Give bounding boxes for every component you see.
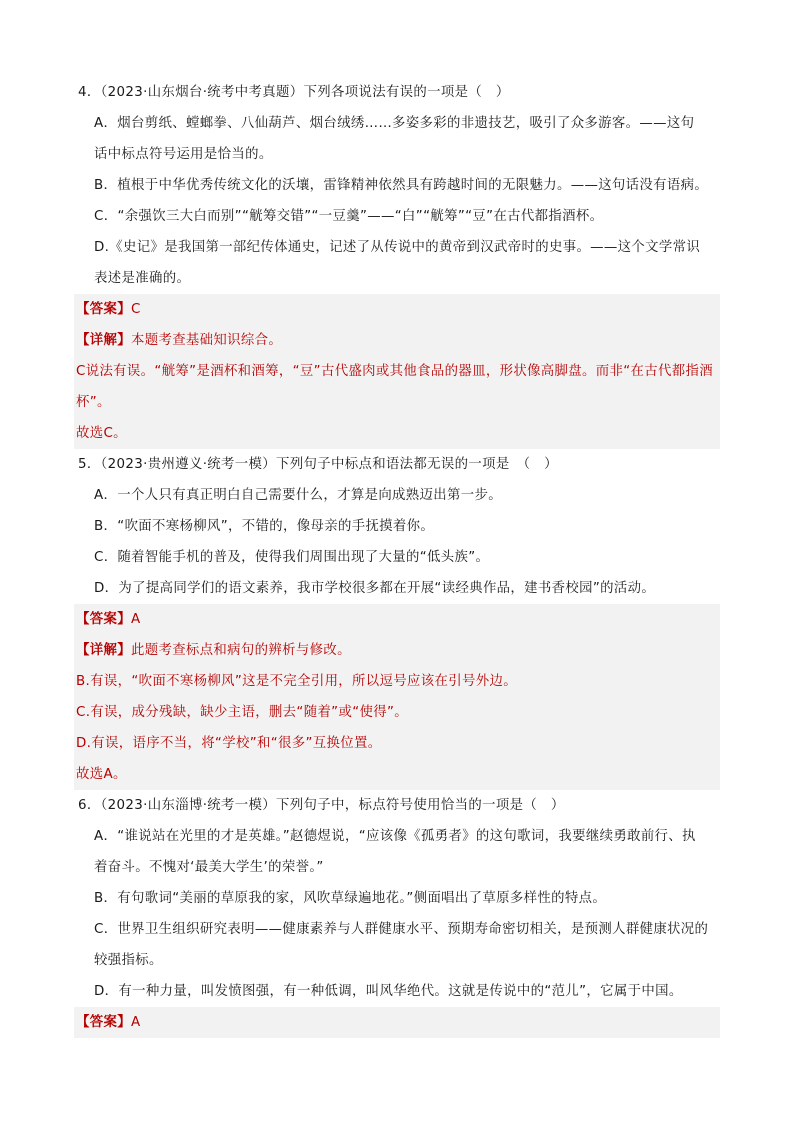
q4-option-a-cont: 话中标点符号运用是恰当的。 (94, 147, 273, 162)
q4-answer: C (130, 302, 141, 317)
answer-tag: 【答案】 (76, 612, 131, 627)
answer-tag: 【答案】 (76, 1015, 131, 1030)
q4-explain-line: 杯”。 (74, 387, 720, 418)
q5-explain-line: D.有误，语序不当，将“学校”和“很多”互换位置。 (74, 728, 720, 759)
q6-option-a-cont: 着奋斗。不愧对‘最美大学生’的荣誉。” (94, 860, 324, 875)
answer-tag: 【答案】 (76, 302, 131, 317)
q6-answer-row (74, 1007, 720, 1038)
q6-option-d: D．有一种力量，叫发愤图强，有一种低调，叫风华绝代。这就是传说中的“范儿”，它属于中国。 (94, 984, 683, 999)
q5-answer-row (74, 604, 720, 635)
q5-answer: A (130, 612, 141, 627)
q5-detail: 此题考查标点和病句的辨析与修改。 (130, 643, 351, 658)
q4-detail: 本题考查基础知识综合。 (130, 333, 283, 348)
content-area (74, 77, 720, 1038)
q6-option-b: B．有句歌词“美丽的草原我的家，风吹草绿遍地花。”侧面唱出了草原多样性的特点。 (94, 891, 607, 906)
q4-stem: 4．（2023·山东烟台·统考中考真题）下列各项说法有误的一项是（ ） (78, 85, 510, 100)
q4-answer-row (74, 294, 720, 325)
q6-option-a: A．“谁说站在光里的才是英雄。”赵德煜说，“应该像《孤勇者》的这句歌词，我要继续勇敢前行、执 (94, 829, 696, 844)
q5-stem: 5．（2023·贵州遵义·统考一模）下列句子中标点和语法都无误的一项是 （ ） (78, 457, 558, 472)
detail-tag: 【详解】 (76, 333, 131, 348)
q4-detail-row (74, 325, 720, 356)
q6-option-c-cont: 较强指标。 (94, 953, 163, 968)
q5-option-d: D．为了提高同学们的语文素养，我市学校很多都在开展“读经典作品，建书香校园”的活动。 (94, 581, 656, 596)
q5-detail-row (74, 635, 720, 666)
q4-explain-line: C说法有误。“觥筹”是酒杯和酒筹，“豆”古代盛肉或其他食品的器皿，形状像高脚盘。而非“在古代都指酒 (74, 356, 720, 387)
q5-explain-line: B.有误，“吹面不寒杨柳风”这是不完全引用，所以逗号应该在引号外边。 (74, 666, 720, 697)
q4-option-d: D.《史记》是我国第一部纪传体通史，记述了从传说中的黄帝到汉武帝时的史事。——这个文学常识 (94, 240, 701, 255)
q5-explain-line: C.有误，成分残缺，缺少主语，删去“随着”或“使得”。 (74, 697, 720, 728)
q6-stem: 6．（2023·山东淄博·统考一模）下列句子中，标点符号使用恰当的一项是（ ） (78, 798, 565, 813)
q5-option-a: A．一个人只有真正明白自己需要什么，才算是向成熟迈出第一步。 (94, 488, 502, 503)
detail-tag: 【详解】 (76, 643, 131, 658)
q4-option-c: C．“余强饮三大白而别”“觥筹交错”“一豆羹”——“白”“觥筹”“豆”在古代都指酒杯。 (94, 209, 604, 224)
q6-answer: A (130, 1015, 141, 1030)
q4-conclusion: 故选C。 (74, 418, 720, 449)
q5-option-c: C．随着智能手机的普及，使得我们周围出现了大量的“低头族”。 (94, 550, 490, 565)
q5-conclusion: 故选A。 (74, 759, 720, 790)
q6-option-c: C．世界卫生组织研究表明——健康素养与人群健康水平、预期寿命密切相关，是预测人群健康状况的 (94, 922, 709, 937)
q5-option-b: B．“吹面不寒杨柳风”，不错的，像母亲的手抚摸着你。 (94, 519, 435, 534)
q4-option-b: B．植根于中华优秀传统文化的沃壤，雷锋精神依然具有跨越时间的无限魅力。——这句话没有语病。 (94, 178, 709, 193)
q4-option-d-cont: 表述是准确的。 (94, 271, 191, 286)
q4-option-a: A．烟台剪纸、螳螂拳、八仙葫芦、烟台绒绣……多姿多彩的非遗技艺，吸引了众多游客。——这句 (94, 116, 695, 131)
